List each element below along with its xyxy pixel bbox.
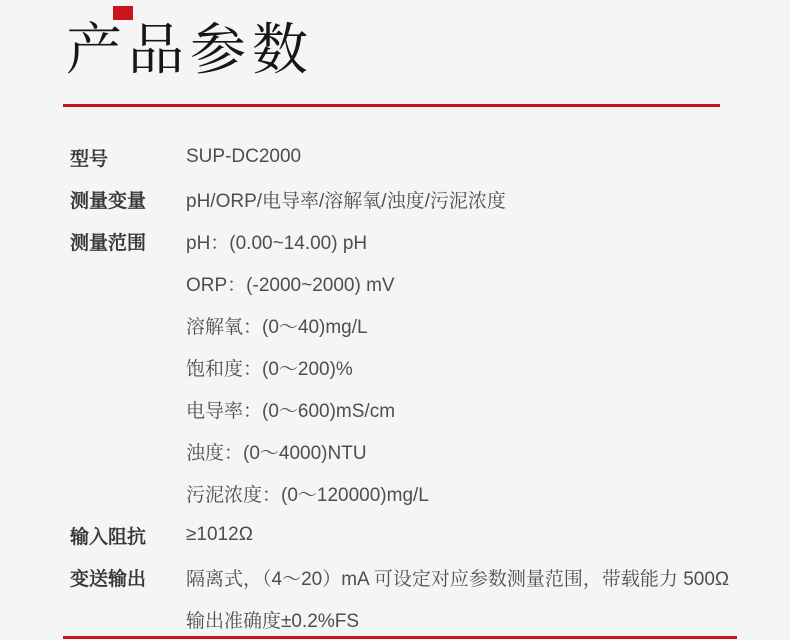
spec-label: 型号: [70, 148, 109, 170]
title-underline: [63, 104, 720, 107]
spec-label: 输入阻抗: [70, 526, 147, 548]
spec-value: SUP-DC2000: [186, 146, 302, 167]
spec-table: [70, 136, 750, 640]
spec-value: 隔离式，（4～20）mA 可设定对应参数测量范围，带载能力 500Ω: [186, 568, 730, 590]
spec-value: 电导率：(0～600)mS/cm: [186, 400, 396, 422]
spec-value: 浊度：(0～4000)NTU: [186, 442, 367, 464]
spec-label: 测量变量: [70, 190, 147, 212]
spec-row-range-ph: [70, 220, 750, 262]
spec-row-variables: [70, 178, 750, 220]
spec-row-input-impedance: [70, 514, 750, 556]
spec-row-output-accuracy: [70, 598, 750, 640]
spec-label: 测量范围: [70, 232, 147, 254]
spec-value: ≥1012Ω: [186, 524, 253, 545]
spec-value: pH/ORP/电导率/溶解氧/浊度/污泥浓度: [186, 190, 506, 212]
spec-value: ORP：(-2000~2000) mV: [186, 274, 395, 296]
spec-row-range-do: [70, 304, 750, 346]
spec-label: 变送输出: [70, 568, 147, 590]
spec-row-model: [70, 136, 750, 178]
spec-value: 溶解氧：(0～40)mg/L: [186, 316, 368, 338]
section-divider-line: [63, 636, 737, 639]
spec-row-range-saturation: [70, 346, 750, 388]
spec-value: 污泥浓度：(0～120000)mg/L: [186, 484, 429, 506]
spec-row-output: [70, 556, 750, 598]
spec-row-range-sludge: [70, 472, 750, 514]
spec-value: 饱和度：(0～200)%: [186, 358, 353, 380]
section-title: 产品参数: [66, 18, 314, 81]
spec-row-range-orp: [70, 262, 750, 304]
spec-row-range-turbidity: [70, 430, 750, 472]
spec-value: 输出准确度±0.2%FS: [186, 610, 360, 632]
spec-row-range-conductivity: [70, 388, 750, 430]
spec-value: pH：(0.00~14.00) pH: [186, 232, 368, 254]
